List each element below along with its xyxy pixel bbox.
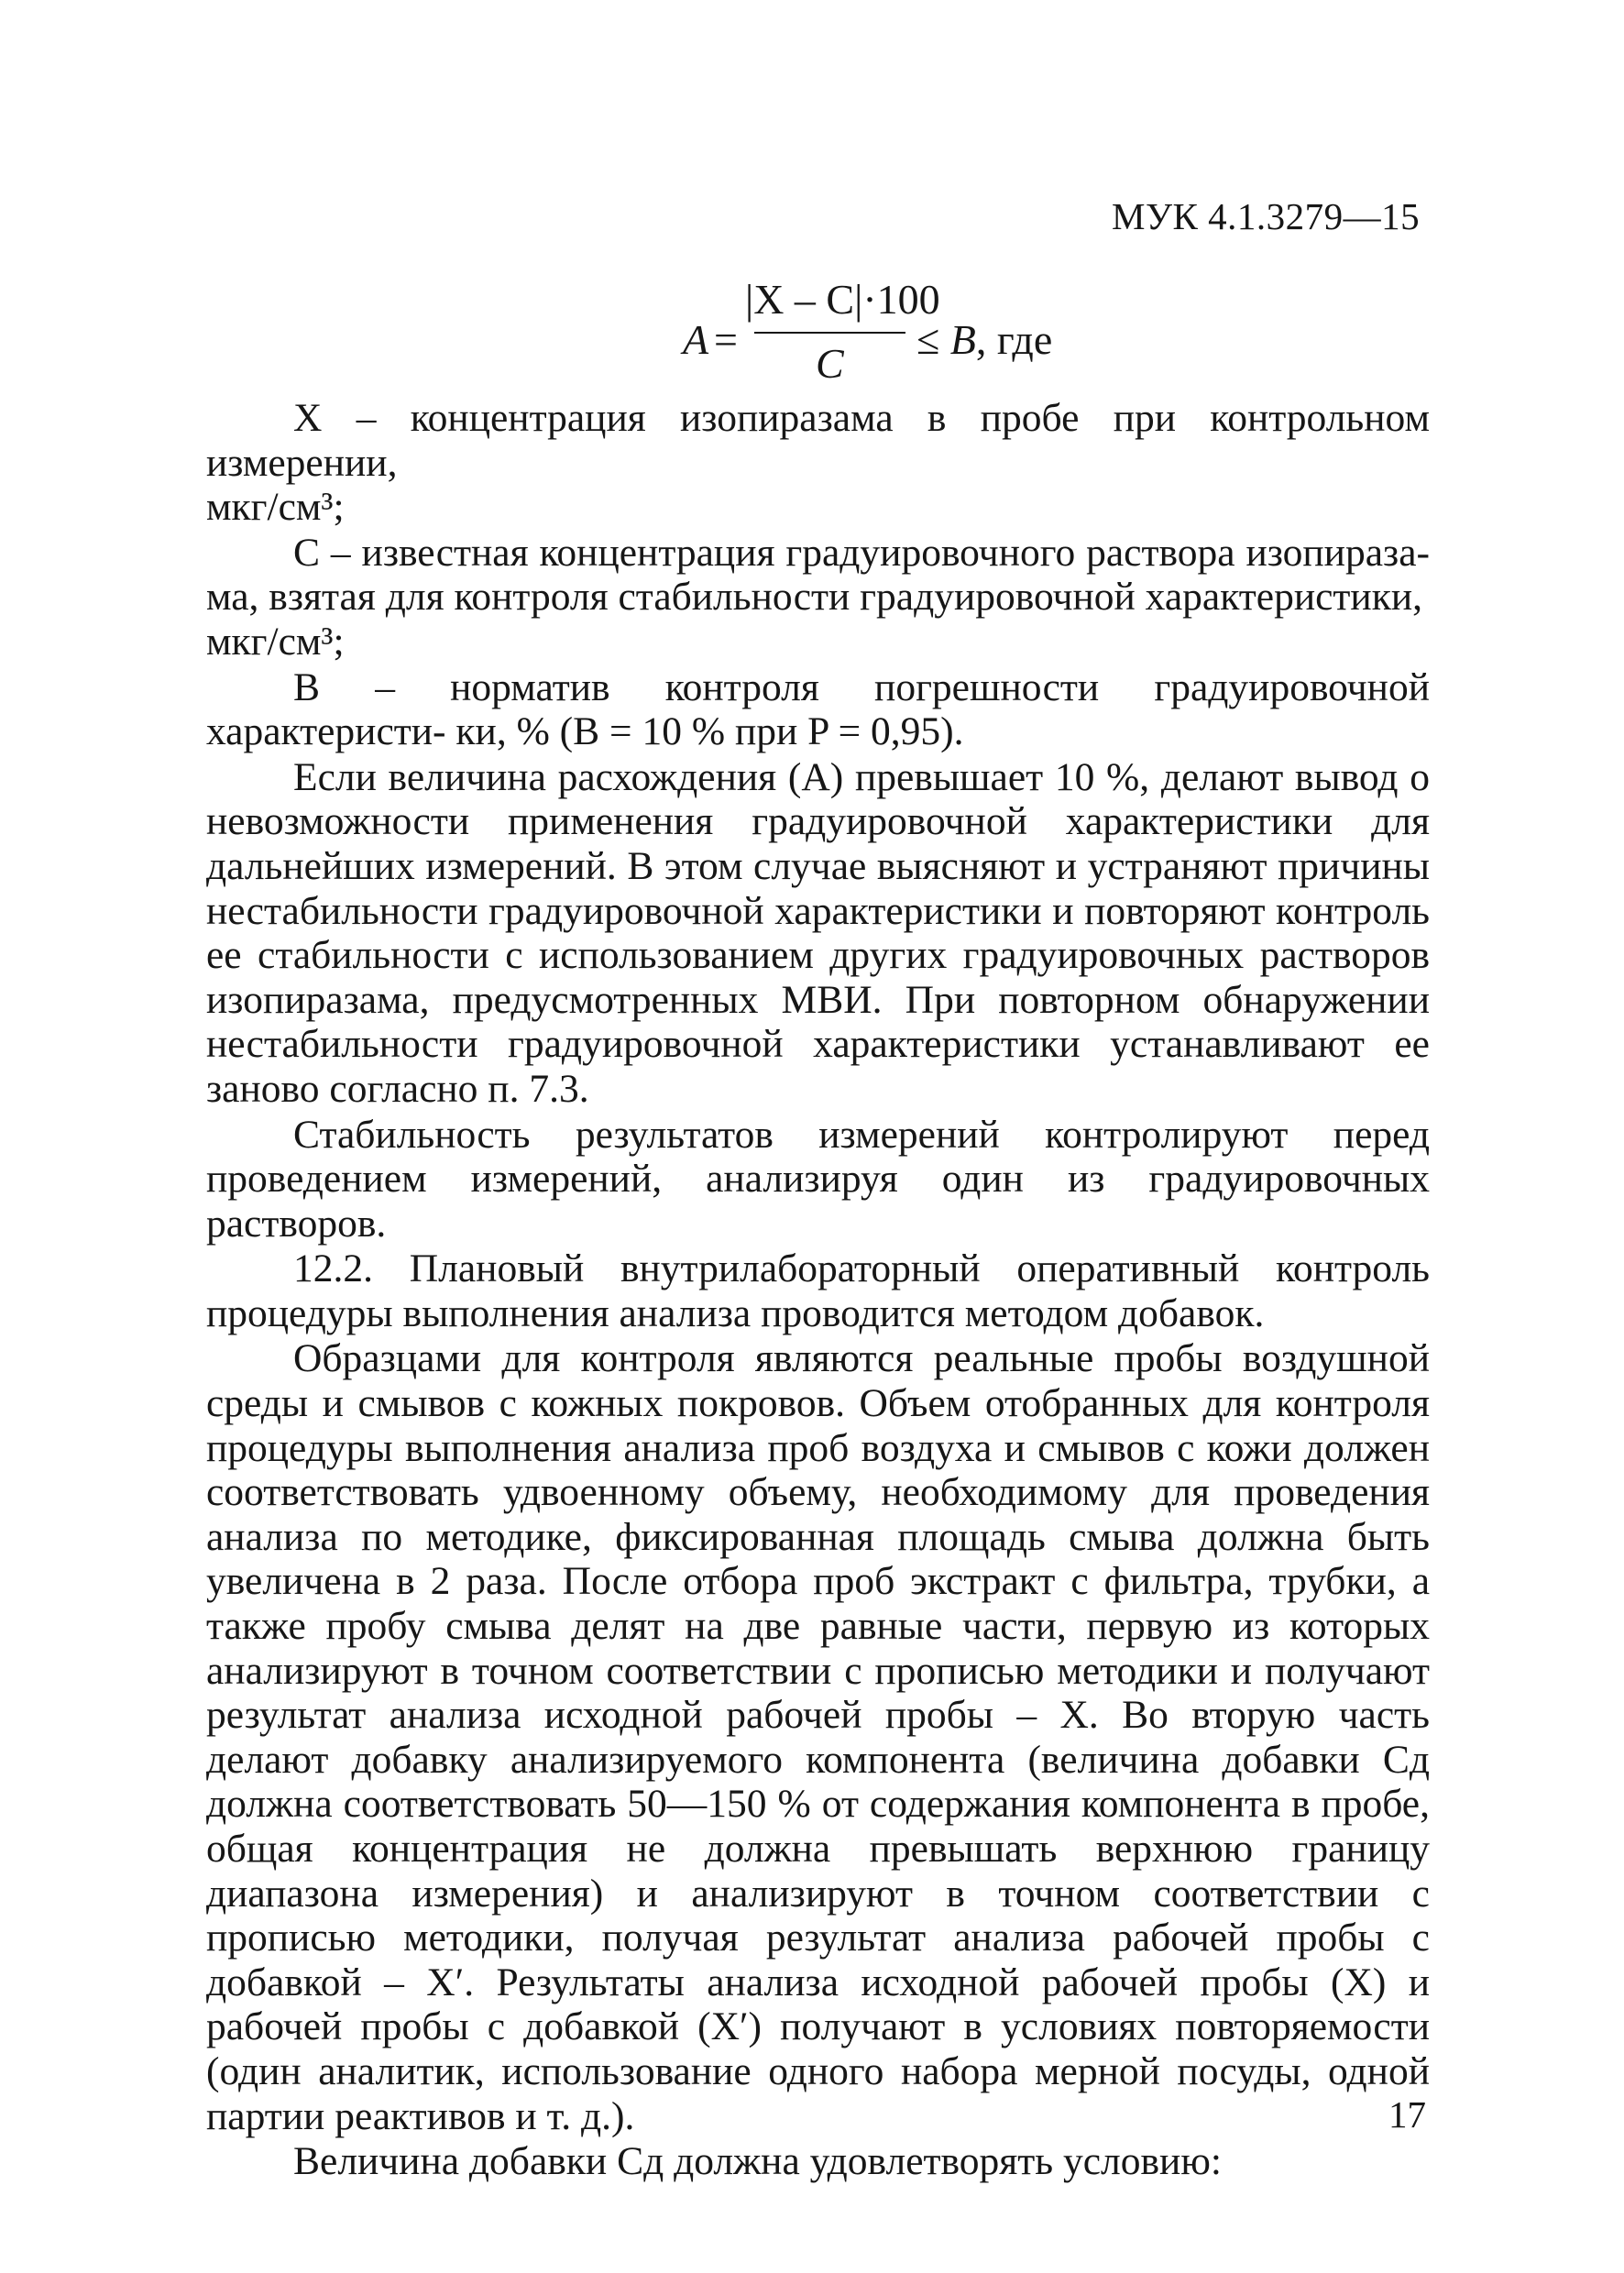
formula-condition	[916, 315, 1052, 364]
page-number: 17	[1388, 2093, 1426, 2136]
formula-tail: , где	[975, 316, 1053, 363]
paragraph-additive-condition: Величина добавки Cд должна удовлетворять условию:	[293, 2139, 1222, 2184]
paragraph-samples: Образцами для контроля являются реальные пробы воздушной среды и смывов с кожных покровов. Объем отобранных для контроля процедуры выполнения анализа проб воздуха и смывов с кожи должен соответствовать удвоенному объему, необходимому для проведения анализа по методике, фиксированная площадь смыва должна быть увеличена в 2 раза. После отбора проб экстракт с фильтра, трубки, а также пробу смыва делят на две равные части, первую из которых анализируют в точном соответствии с прописью методики и получают результат анализа исходной рабочей пробы – X. Во вторую часть делают добавку анализируемого компонента (величина добавки Cд должна соответствовать 50—150 % от содержания компонента в пробе, общая концентрация не должна превышать верхнюю границу диапазона измерения) и анализируют в точном соответствии с прописью методики, получая результат анализа рабочей пробы с добавкой – X′. Результаты анализа исходной рабочей пробы (X) и рабочей пробы с добавкой (X′) получают в условиях повторяемости (один аналитик, использование одного набора мерной посуды, одной партии реактивов и т. д.).	[206, 1336, 1430, 2138]
definition-b	[206, 665, 1430, 754]
formula-equals: =	[714, 316, 738, 363]
paragraph-section-12-2: 12.2. Плановый внутрилабораторный оперативный контроль процедуры выполнения анализа проводится методом добавок.	[206, 1246, 1430, 1335]
definition-b-line2: ки, % (B = 10 % при P = 0,95).	[455, 709, 964, 754]
definition-c-line2: ма, взятая для контроля стабильности градуировочной характеристики,	[206, 575, 1423, 620]
paragraph-stability: Стабильность результатов измерений контролируют перед проведением измерений, анализируя один из градуировочных растворов.	[206, 1112, 1430, 1246]
formula-discrepancy	[683, 266, 1196, 394]
definition-x-line1: X – концентрация изопиразама в пробе при контрольном измерении,	[206, 396, 1430, 485]
formula-le: ≤	[916, 316, 940, 363]
document-number: МУК 4.1.3279—15	[1112, 195, 1421, 237]
paragraph-discrepancy: Если величина расхождения (A) превышает 10 %, делают вывод о невозможности применения градуировочной характеристики для дальнейших измерений. В этом случае выясняют и устраняют причины нестабильности градуировочной характеристики и повторяют контроль ее стабильности с использованием других градуировочных растворов изопиразама, предусмотренных МВИ. При повторном обнаружении нестабильности градуировочной характеристики устанавливают ее заново согласно п. 7.3.	[206, 754, 1430, 1111]
formula-rhs: B	[949, 316, 976, 363]
formula-denominator: C	[816, 340, 844, 387]
fraction-bar	[754, 332, 905, 334]
definition-c-line1: C – известная концентрация градуировочного раствора изопираза-	[293, 530, 1430, 575]
page-body	[206, 396, 1430, 2185]
definition-b-line1: B – норматив контроля погрешности градуировочной характеристи-	[206, 664, 1430, 754]
definition-c-line3: мкг/см³;	[206, 619, 345, 664]
definition-c	[206, 531, 1430, 664]
formula-lhs: A	[683, 316, 709, 363]
definition-x-line2: мкг/см³;	[206, 485, 345, 530]
definition-x	[206, 396, 1430, 530]
formula-numerator: |X – C|·100	[745, 276, 940, 323]
